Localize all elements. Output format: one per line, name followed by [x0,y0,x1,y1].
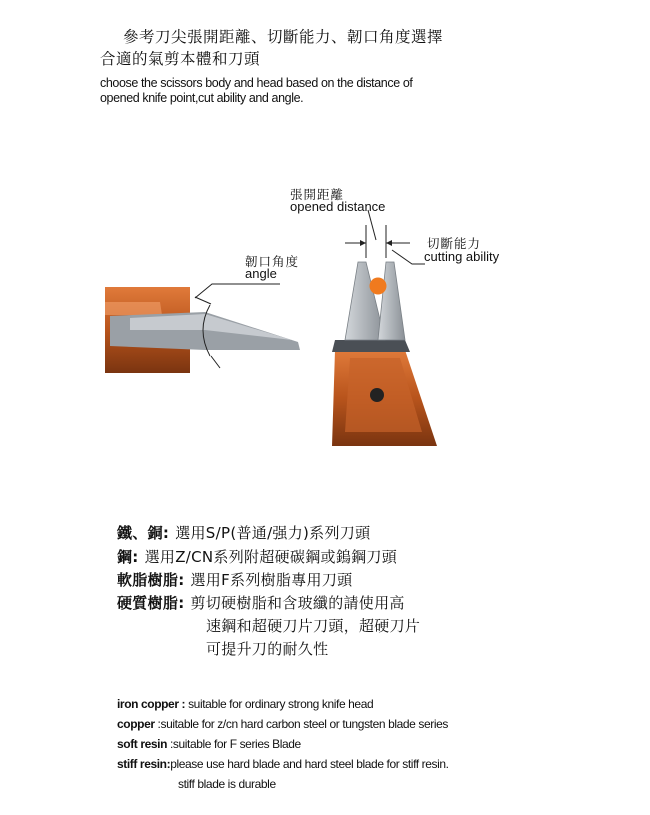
cutting-ability-label-en: cutting ability [424,249,500,264]
title-line-1: 參考刀尖張開距離、切斷能力、韌口角度選擇 [123,28,444,46]
front-collar [332,340,410,352]
material-term: 鐵、銅: [117,524,170,542]
material-desc: 選用S/P(普通/强力)系列刀頭 [175,524,371,542]
material-term: soft resin [117,737,168,751]
material-zh-hard-resin-cont-1: 速鋼和超硬刀片刀頭，超硬刀片 [206,617,421,635]
material-zh-iron-copper [117,522,370,543]
material-term: stiff resin: [117,757,171,771]
subtitle-line-1: choose the scissors body and head based on the distance of [100,76,413,90]
pivot-hole [370,388,384,402]
distance-arrowhead-left [360,240,366,246]
material-term: 鋼: [117,548,139,566]
right-jaw [378,262,405,340]
material-desc: 選用F系列樹脂專用刀頭 [190,571,353,589]
material-desc: please use hard blade and hard steel blade for stiff resin. [170,757,449,771]
cutting-ability-label-zh: 切斷能力 [427,236,482,251]
material-en-stiff-resin-cont: stiff blade is durable [178,777,276,791]
material-term: copper [117,717,155,731]
material-en-stiff-resin [117,757,449,771]
material-desc: 剪切硬樹脂和含玻纖的請使用高 [190,594,405,612]
material-term: 軟脂樹脂: [117,571,185,589]
material-en-soft-resin [117,737,301,751]
material-desc: suitable for ordinary strong knife head [185,697,374,711]
material-desc: :suitable for z/cn hard carbon steel or tungsten blade series [154,717,448,731]
material-en-iron-copper [117,697,373,711]
front-view [332,210,437,446]
title-line-2: 合適的氣剪本體和刀頭 [100,50,261,68]
distance-arrowhead-right [386,240,392,246]
material-term: 硬質樹脂: [117,594,185,612]
cutting-point-marker [370,278,387,295]
side-view [105,284,300,373]
material-zh-steel [117,546,397,567]
cutting-leader [392,250,425,264]
material-en-copper [117,717,448,731]
opened-distance-label-zh: 張開距離 [290,187,345,202]
material-desc: 選用Z/CN系列附超硬碳鋼或鎢鋼刀頭 [144,548,398,566]
angle-label-en: angle [245,266,277,281]
subtitle [100,76,520,106]
distance-leader [368,210,376,240]
angle-arrow-top [195,297,211,304]
material-zh-soft-resin [117,569,352,590]
material-zh-hard-resin [117,592,405,613]
angle-leader [195,284,280,298]
opened-distance-label-en: opened distance [290,199,386,214]
handle-highlight [105,302,162,315]
angle-label-zh: 韌口角度 [245,254,300,269]
angle-arrow-bottom [211,356,220,368]
subtitle-line-2: opened knife point,cut ability and angle. [100,91,304,105]
material-term: iron copper : [117,697,186,711]
material-desc: :suitable for F series Blade [167,737,301,751]
material-zh-hard-resin-cont-2: 可提升刀的耐久性 [206,640,329,658]
